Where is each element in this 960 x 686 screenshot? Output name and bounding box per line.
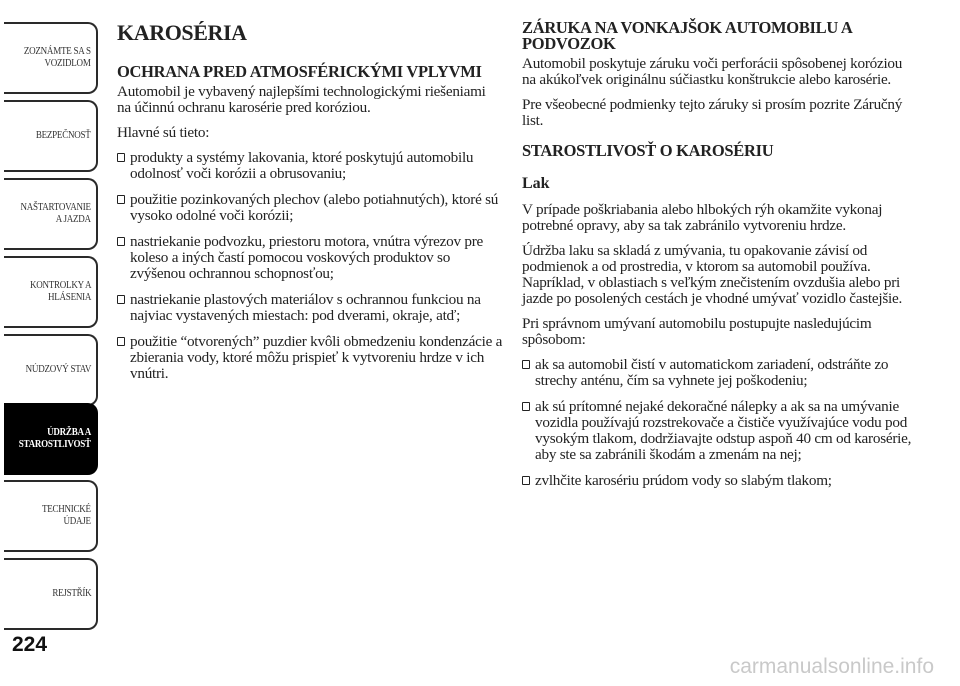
tab-label-line: NAŠTARTOVANIE [20,202,91,213]
tab-label-line: ÚDRŽBA A [47,427,91,438]
tab-label-line: NÚDZOVÝ STAV [25,364,91,375]
page-title: KAROSÉRIA [117,20,247,45]
tab-label-line: ZOZNÁMTE SA S [24,46,91,57]
watermark: carmanualsonline.info [729,655,934,678]
tab-nastartovanie-a-jazda[interactable] [4,178,98,250]
tab-label-line: VOZIDLOM [44,58,91,69]
tab-label-line: REJSTŘÍK [51,588,91,599]
section-heading-weather-protection: OCHRANA PRED ATMOSFÉRICKÝMI VPLYVMI [117,62,482,81]
paint-paragraph: V prípade poškriabania alebo hlbokých rýh okamžite vykonaj potrebné opravy, aby sa tak zabránilo vytvoreniu hrdze. [522,201,883,234]
washing-lead: Pri správnom umývaní automobilu postupujte nasledujúcim spôsobom: [522,315,872,348]
tab-technicke-udaje[interactable] [4,480,98,552]
tab-nudzovy-stav[interactable] [4,334,98,406]
warranty-terms-paragraph: Pre všeobecné podmienky tejto záruky si prosím pozrite Záručný list. [522,96,903,129]
tab-label-line: A JAZDA [55,214,91,225]
section-heading-body-care: STAROSTLIVOSŤ O KAROSÉRIU [522,141,774,160]
washing-list [522,357,917,489]
list-item: zvlhčite karosériu prúdom vody so slabým tlakom; [522,473,917,489]
tab-bezpecnost[interactable] [4,100,98,172]
tab-udrzba-a-starostlivost[interactable] [4,403,98,475]
list-item: ak sú prítomné nejaké dekoračné nálepky a ak sa na umývanie vozidla používajú rozstrekovače a čističe využívajúce vodu pod vysokým tlakom, dodržiavajte odstup aspoň 40 cm od karosérie, aby ste sa zabránili škodám a zmenám na nej; [522,399,917,463]
list-item: použitie “otvorených” puzdier kvôli obmedzeniu kondenzácie a zbierania vody, ktoré môžu prispieť k vytvoreniu hrdze v ich vnútri. [117,334,503,382]
warranty-paragraph: Automobil poskytuje záruku voči perforácii spôsobenej koróziou na akúkoľvek originálnu súčiastku konštrukcie alebo karosérie. [522,55,903,88]
list-item: použitie pozinkovaných plechov (alebo potiahnutých), ktoré sú vysoko odolné voči korózii; [117,192,503,224]
tab-label-line: KONTROLKY A [29,280,91,291]
tab-label-line: BEZPEČNOSŤ [36,130,91,141]
list-lead: Hlavné sú tieto: [117,124,210,141]
tab-label-line: TECHNICKÉ [42,504,91,515]
protection-list [117,150,503,382]
tab-label-line: HLÁSENIA [47,292,91,303]
tab-zoznamte-sa-s-vozidlom[interactable] [4,22,98,94]
list-item: nastriekanie plastových materiálov s ochrannou funkciou na najviac vystavených miestach: pod dverami, okraje, atď; [117,292,503,324]
paint-maintenance-paragraph: Údržba laku sa skladá z umývania, tu opakovanie závisí od podmienok a od prostredia, v ktorom sa automobil používa. Napríklad, v oblastiach s veľkým znečistením ovzdušia alebo pri jazde po posolených cestách je vhodné umývať vozidlo častejšie. [522,242,903,307]
intro-paragraph: Automobil je vybavený najlepšími technologickými riešeniami na účinnú ochranu karosérie pred koróziou. [117,83,486,116]
list-item: ak sa automobil čistí v automatickom zariadení, odstráňte zo strechy anténu, čím sa vyhnete jej poškodeniu; [522,357,917,389]
section-heading-warranty: ZÁRUKA NA VONKAJŠOK AUTOMOBILU A PODVOZOK [522,18,852,53]
tab-label-line: ÚDAJE [63,516,91,527]
page-number: 224 [12,633,48,656]
tab-kontrolky-a-hlasenia[interactable] [4,256,98,328]
right-column [522,20,917,499]
list-item: produkty a systémy lakovania, ktoré poskytujú automobilu odolnosť voči korózii a obrusovaniu; [117,150,503,182]
chapter-sidebar [0,0,100,640]
subheading-paint: Lak [522,175,550,192]
left-column [117,20,503,392]
tab-rejstrik[interactable] [4,558,98,630]
list-item: nastriekanie podvozku, priestoru motora, vnútra výrezov pre koleso a iných častí pomocou voskových produktov so zvýšenou ochrannou schopnosťou; [117,234,503,282]
tab-label-line: STAROSTLIVOSŤ [18,439,91,450]
